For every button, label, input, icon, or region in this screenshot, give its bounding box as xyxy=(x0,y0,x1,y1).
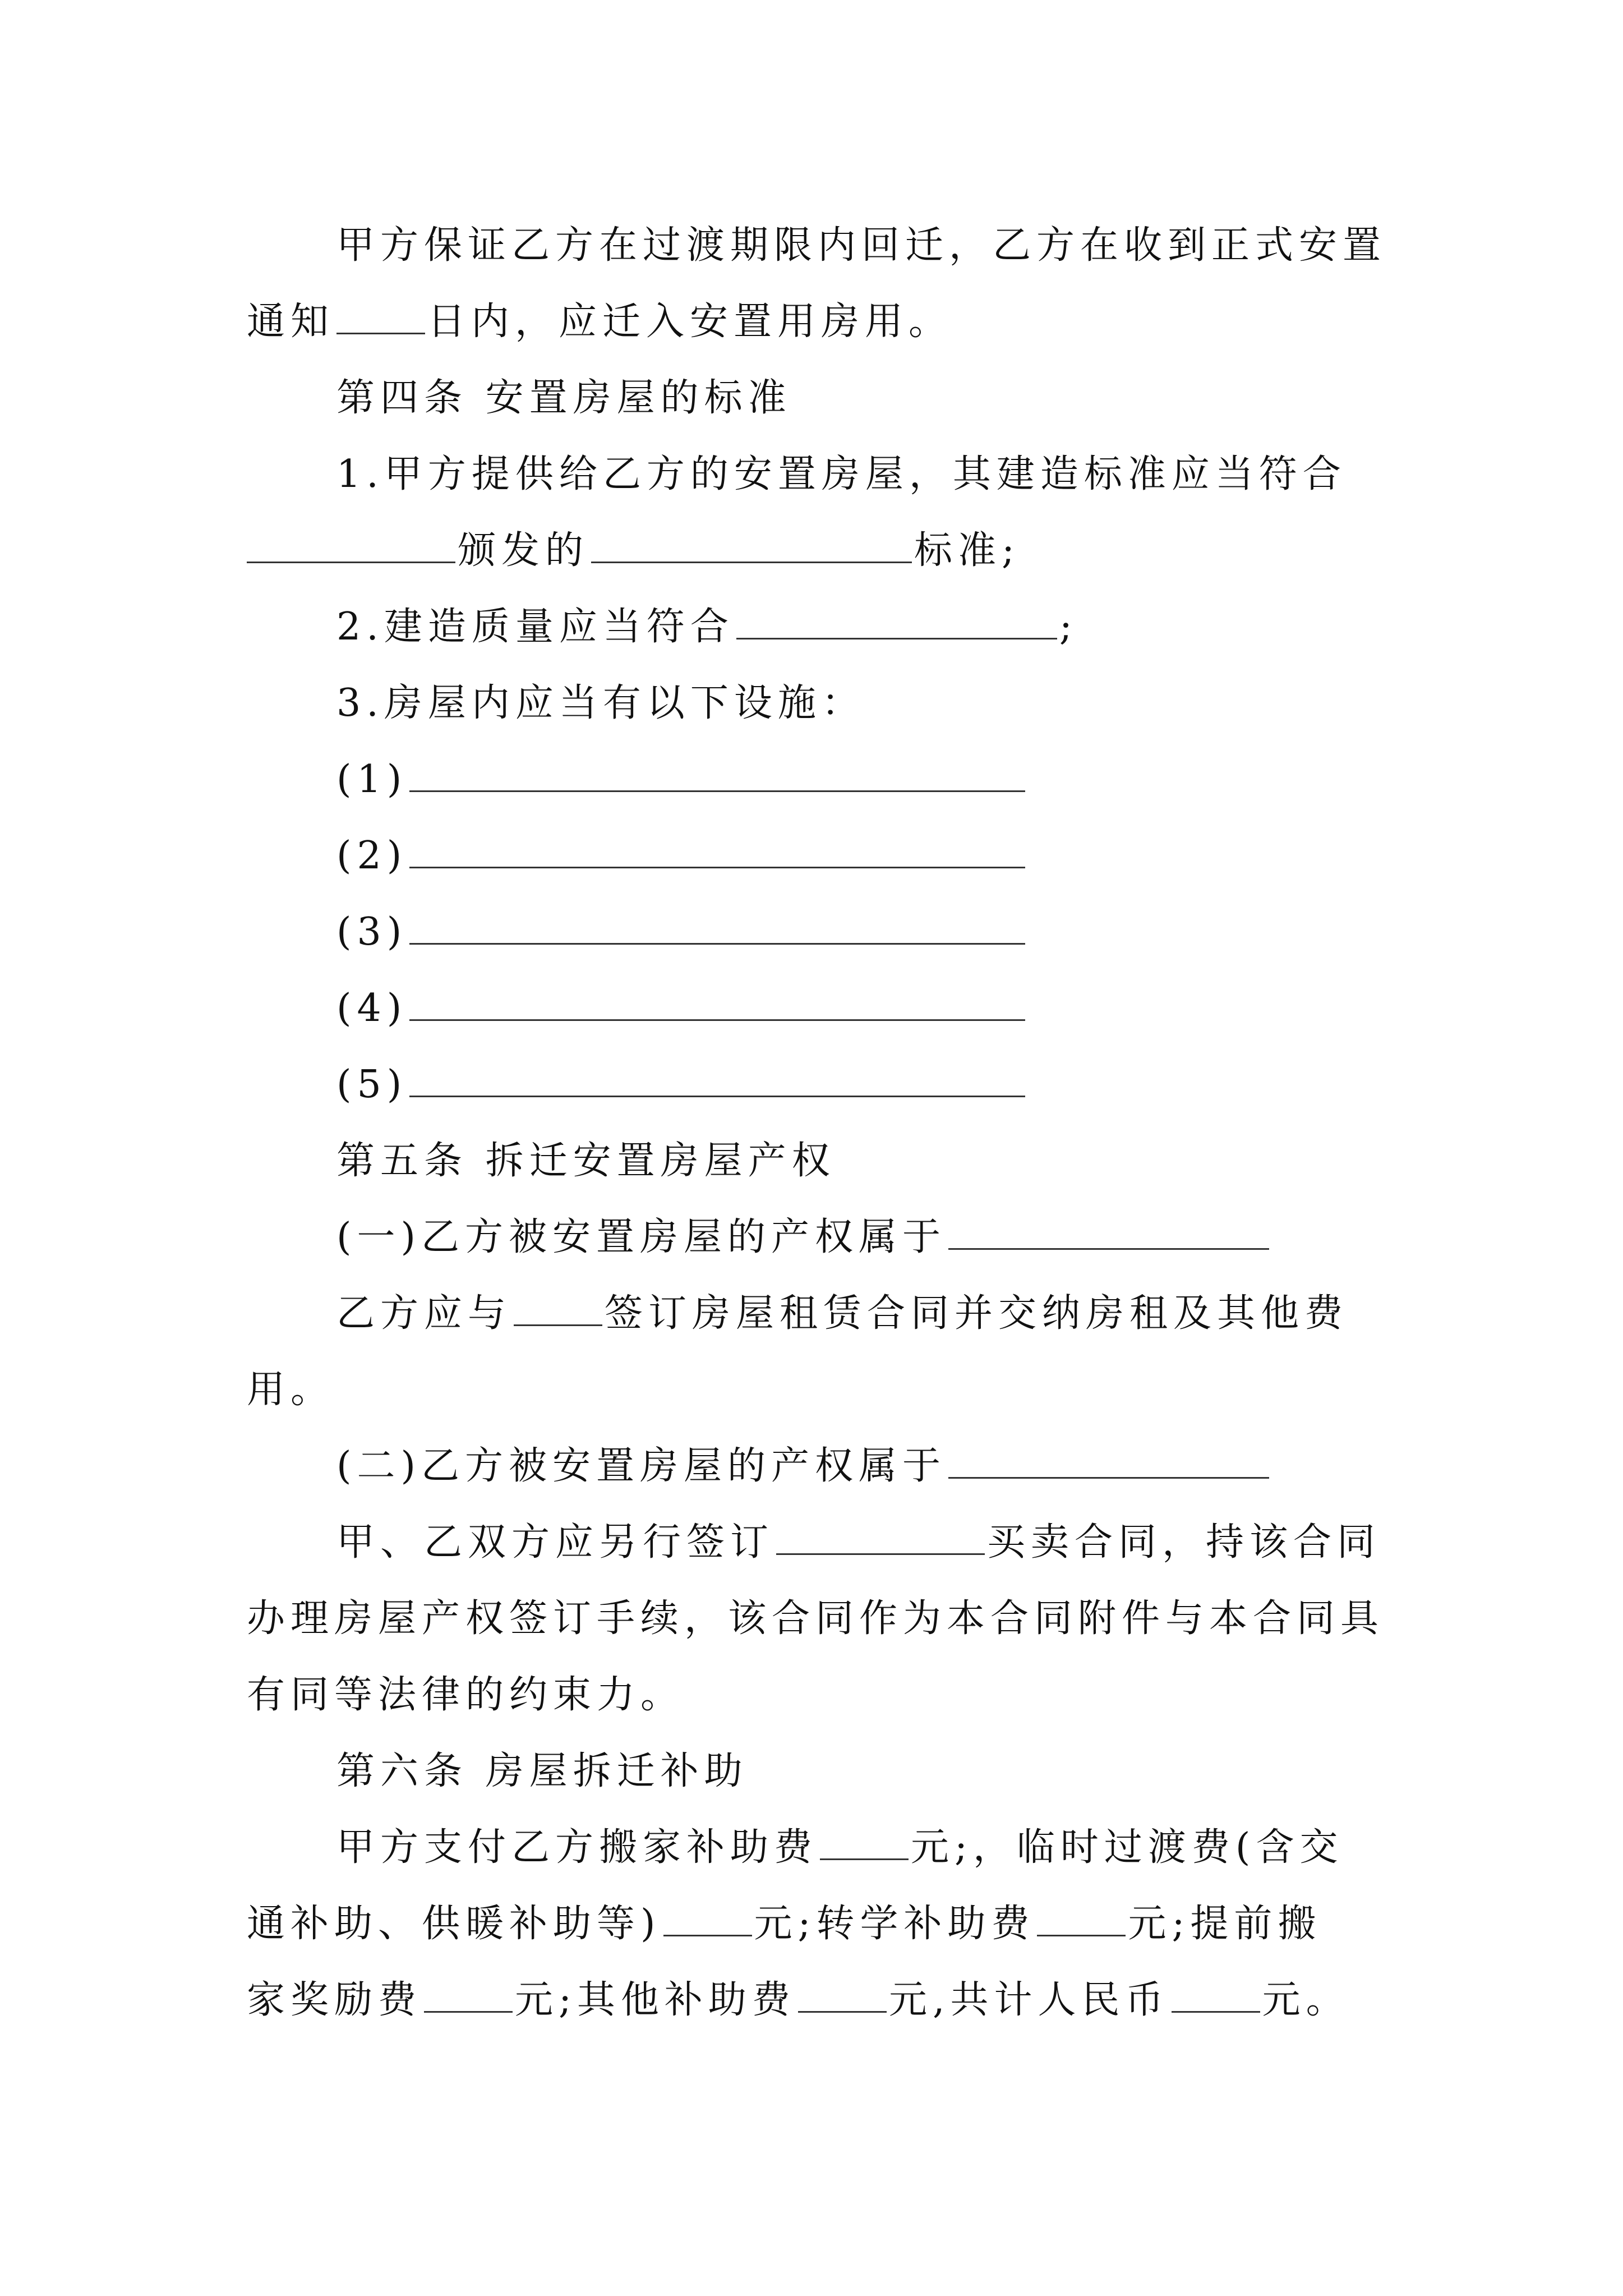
text: 颁发的 xyxy=(458,528,589,573)
article-6-line-1 xyxy=(247,1810,1385,1886)
text: 1.甲方提供给乙方的安置房屋，其建造标准应当符合 xyxy=(336,452,1347,496)
text: 元;提前搬 xyxy=(1128,1902,1322,1946)
item-number: (4) xyxy=(336,986,408,1030)
blank-issuer xyxy=(247,527,455,563)
text: 甲方保证乙方在过渡期限内回迁，乙方在收到正式安置 xyxy=(336,223,1387,268)
document-body xyxy=(247,208,1385,2039)
blank-amount xyxy=(1037,1900,1126,1936)
article-6-line-3 xyxy=(247,1962,1385,2039)
article-4-item-1 xyxy=(247,436,1385,513)
blank-amount xyxy=(820,1824,909,1860)
heading: 第四条 安置房屋的标准 xyxy=(336,376,792,420)
blank-owner xyxy=(948,1442,1269,1479)
blank-amount xyxy=(1172,1976,1260,2013)
text: 标准; xyxy=(914,528,1020,573)
facility-item-4 xyxy=(247,970,1385,1047)
article-5-clause-2-sale-cont-2 xyxy=(247,1657,1385,1733)
text: ; xyxy=(1059,605,1078,649)
text: (一)乙方被安置房屋的产权属于 xyxy=(336,1215,947,1259)
blank-days xyxy=(336,298,425,334)
blank-facility xyxy=(409,1061,1025,1097)
text: 元;转学补助费 xyxy=(754,1902,1035,1946)
blank-owner xyxy=(948,1213,1269,1250)
text: (二)乙方被安置房屋的产权属于 xyxy=(336,1444,947,1488)
article-6-title xyxy=(247,1733,1385,1810)
item-number: (5) xyxy=(336,1062,408,1107)
article-4-item-3 xyxy=(247,665,1385,742)
heading: 第六条 房屋拆迁补助 xyxy=(336,1749,748,1793)
facility-item-2 xyxy=(247,818,1385,894)
facility-item-1 xyxy=(247,742,1385,818)
blank-facility xyxy=(409,984,1025,1021)
text: 乙方应与 xyxy=(336,1291,512,1336)
text: 办理房屋产权签订手续，该合同作为本合同附件与本合同具 xyxy=(247,1596,1385,1641)
article-4-item-1-cont xyxy=(247,513,1385,589)
item-number: (3) xyxy=(336,910,408,954)
article-5-clause-2-sale-cont xyxy=(247,1581,1385,1657)
article-5-title xyxy=(247,1123,1385,1199)
blank-amount xyxy=(424,1976,513,2013)
article-4-title xyxy=(247,360,1385,436)
text: 甲、乙双方应另行签订 xyxy=(336,1520,774,1565)
article-5-clause-1 xyxy=(247,1199,1385,1276)
text: 用。 xyxy=(247,1368,335,1412)
blank-standard xyxy=(591,527,912,563)
item-number: (1) xyxy=(336,757,408,802)
blank-facility xyxy=(409,832,1025,868)
blank-contract-type xyxy=(776,1519,985,1555)
article-4-item-2 xyxy=(247,589,1385,665)
article-5-clause-2 xyxy=(247,1428,1385,1504)
blank-amount xyxy=(798,1976,887,2013)
text: 元;，临时过渡费(含交 xyxy=(911,1825,1344,1870)
article-5-clause-1-lease-cont xyxy=(247,1352,1385,1428)
text: 有同等法律的约束力。 xyxy=(247,1673,685,1717)
text: 元,共计人民币 xyxy=(888,1978,1169,2022)
article-5-clause-2-sale xyxy=(247,1504,1385,1581)
facility-item-5 xyxy=(247,1047,1385,1123)
blank-party xyxy=(514,1290,602,1326)
text: 家奖励费 xyxy=(247,1978,422,2022)
paragraph-return-guarantee xyxy=(247,208,1385,284)
text: 3.房屋内应当有以下设施： xyxy=(336,681,865,725)
text: 元。 xyxy=(1262,1978,1350,2022)
blank-amount xyxy=(663,1900,752,1936)
text: 日内，应迁入安置用房用。 xyxy=(427,300,953,344)
article-6-line-2 xyxy=(247,1886,1385,1962)
heading: 第五条 拆迁安置房屋产权 xyxy=(336,1139,836,1183)
text: 2.建造质量应当符合 xyxy=(336,605,734,649)
text: 通知 xyxy=(247,300,335,344)
blank-facility xyxy=(409,756,1025,792)
blank-quality xyxy=(736,603,1057,639)
article-5-clause-1-lease xyxy=(247,1276,1385,1352)
item-number: (2) xyxy=(336,834,408,878)
paragraph-return-guarantee-cont xyxy=(247,284,1385,360)
text: 通补助、供暖补助等) xyxy=(247,1902,661,1946)
blank-facility xyxy=(409,908,1025,945)
text: 买卖合同，持该合同 xyxy=(987,1520,1381,1565)
facility-item-3 xyxy=(247,894,1385,970)
text: 元;其他补助费 xyxy=(515,1978,796,2022)
text: 签订房屋租赁合同并交纳房租及其他费 xyxy=(605,1291,1349,1336)
text: 甲方支付乙方搬家补助费 xyxy=(336,1825,818,1870)
